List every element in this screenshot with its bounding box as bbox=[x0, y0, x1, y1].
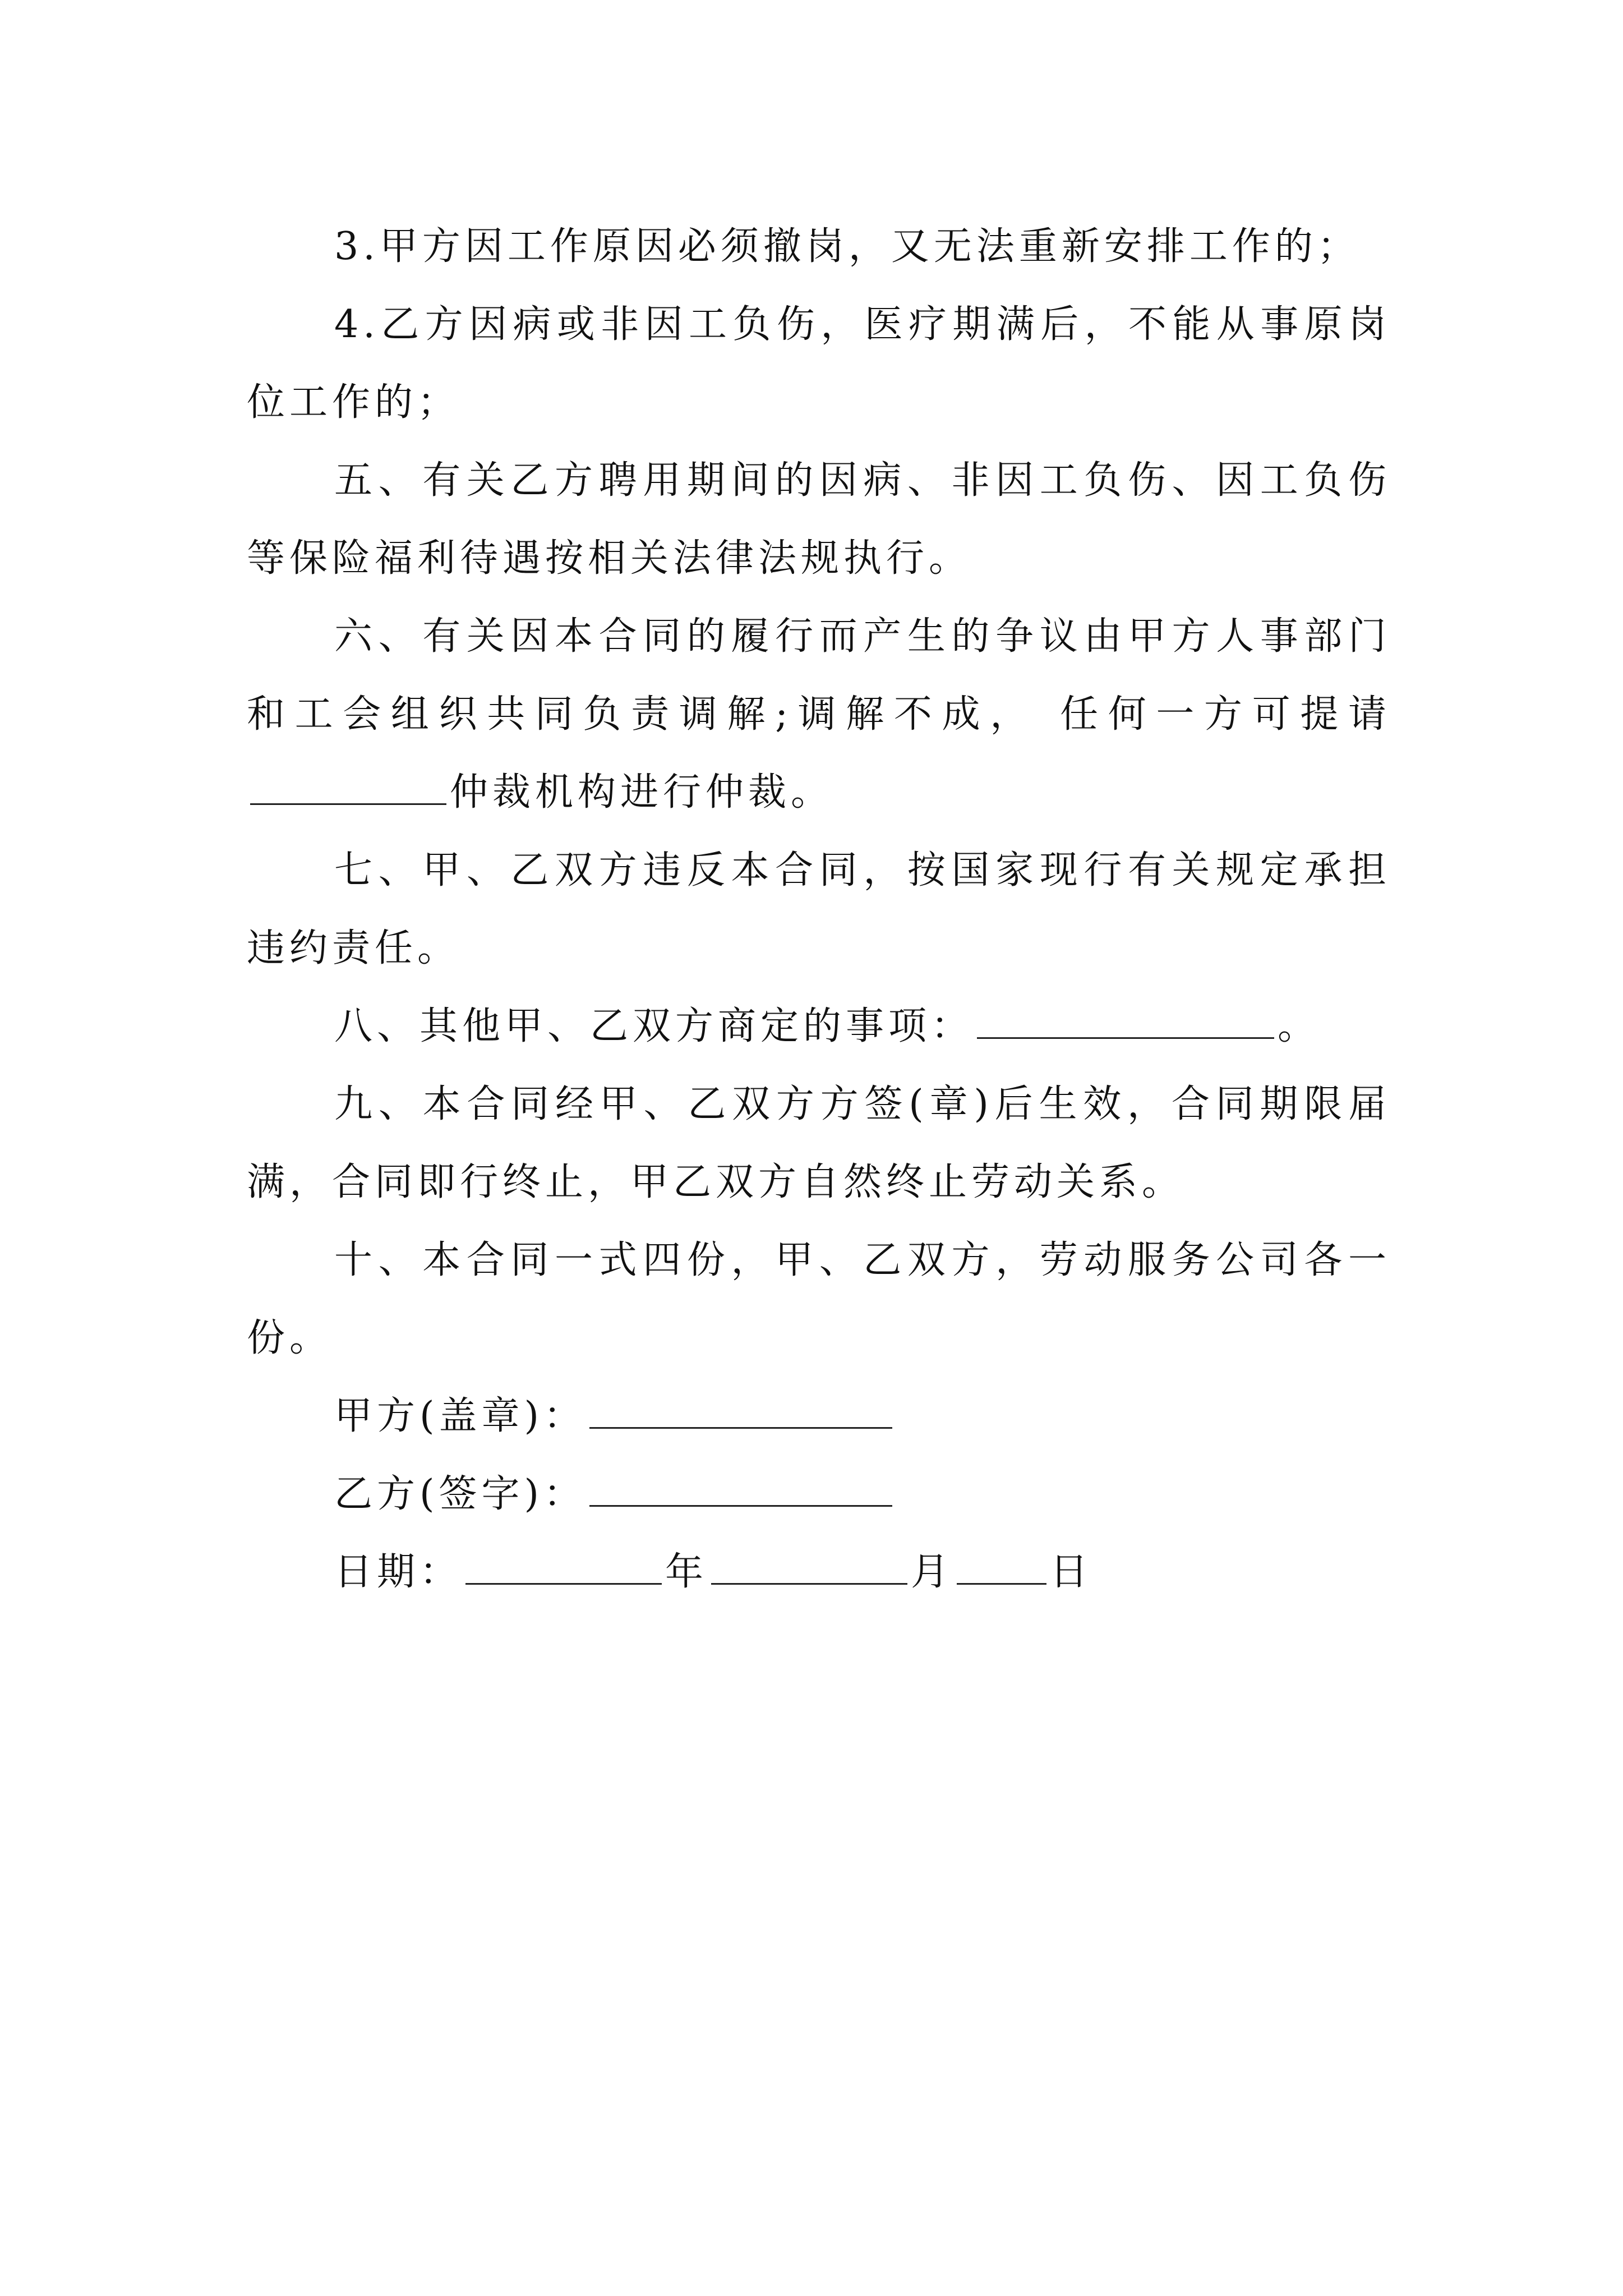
document-body bbox=[247, 208, 1391, 1611]
matters-blank-line bbox=[977, 1008, 1274, 1039]
paragraph-clause-6 bbox=[247, 597, 1391, 831]
party-a-signature-line bbox=[247, 1377, 1391, 1455]
party-b-blank-line bbox=[589, 1476, 892, 1507]
date-label: 日期： bbox=[334, 1550, 463, 1594]
paragraph-item-4 bbox=[247, 286, 1391, 441]
paragraph-clause-7 bbox=[247, 831, 1391, 987]
paragraph-clause-9 bbox=[247, 1065, 1391, 1221]
day-label: 日 bbox=[1050, 1550, 1093, 1594]
paragraph-text: 九、本合同经甲、乙双方方签(章)后生效，合同期限届满，合同即行终止，甲乙双方自然终止劳动关系。 bbox=[247, 1082, 1391, 1204]
paragraph-text: 七、甲、乙双方违反本合同，按国家现行有关规定承担违约责任。 bbox=[247, 848, 1391, 970]
party-a-blank-line bbox=[589, 1398, 892, 1429]
year-label: 年 bbox=[665, 1550, 708, 1594]
paragraph-clause-5 bbox=[247, 441, 1391, 597]
paragraph-item-3 bbox=[247, 208, 1391, 286]
paragraph-text: 十、本合同一式四份，甲、乙双方，劳动服务公司各一份。 bbox=[247, 1238, 1391, 1360]
paragraph-clause-8 bbox=[247, 987, 1391, 1065]
paragraph-text: 六、有关因本合同的履行而产生的争议由甲方人事部门和工会组织共同负责调解;调解不成， 任何一方可提请 bbox=[247, 614, 1391, 737]
paragraph-text: 。 bbox=[1278, 1004, 1321, 1048]
party-b-label: 乙方(签字)： bbox=[334, 1472, 587, 1516]
paragraph-text: 3.甲方因工作原因必须撤岗，又无法重新安排工作的； bbox=[334, 224, 1360, 269]
paragraph-text: 五、有关乙方聘用期间的因病、非因工负伤、因工负伤等保险福利待遇按相关法律法规执行。 bbox=[247, 458, 1391, 581]
paragraph-clause-10 bbox=[247, 1221, 1391, 1377]
party-a-label: 甲方(盖章)： bbox=[334, 1394, 587, 1438]
paragraph-text: 八、其他甲、乙双方商定的事项： bbox=[334, 1004, 974, 1048]
paragraph-text: 仲裁机构进行仲裁。 bbox=[450, 770, 834, 815]
day-blank-line bbox=[957, 1554, 1046, 1585]
paragraph-text: 4.乙方因病或非因工负伤，医疗期满后，不能从事原岗位工作的； bbox=[247, 302, 1391, 425]
month-label: 月 bbox=[911, 1550, 954, 1594]
month-blank-line bbox=[711, 1554, 907, 1585]
arbitration-blank-line bbox=[250, 774, 446, 805]
year-blank-line bbox=[465, 1554, 662, 1585]
date-line bbox=[247, 1533, 1391, 1611]
party-b-signature-line bbox=[247, 1455, 1391, 1533]
